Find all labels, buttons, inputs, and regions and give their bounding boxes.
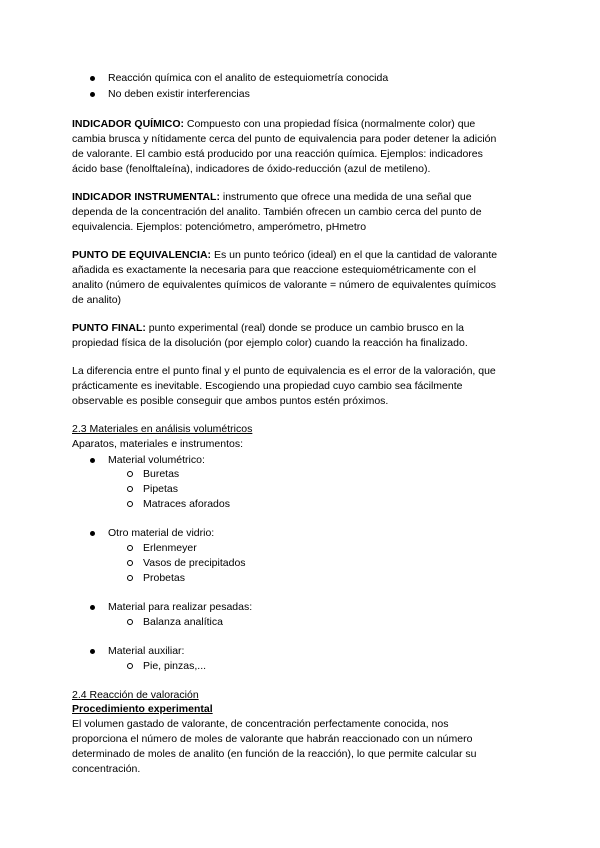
group-2-label: Otro material de vidrio: <box>108 527 215 539</box>
sub-bullet-marker <box>127 619 133 625</box>
section-24-line-2: proporciona el número de moles de valorante que habrán reaccionado con un número <box>72 733 473 745</box>
sub-bullet-marker <box>127 663 133 669</box>
section-23-intro: Aparatos, materiales e instrumentos: <box>72 438 243 450</box>
sub-bullet-marker <box>127 501 133 507</box>
sub-bullet-marker <box>127 486 133 492</box>
sub-bullet-marker <box>127 471 133 477</box>
indicador-quimico-line-3: de valorante. El cambio está producido por una reacción química. Ejemplos: indicadores <box>72 148 483 160</box>
bullet-marker <box>90 76 95 81</box>
punto-equivalencia-line-2: añadida es exactamente la necesaria para que reaccione estequiométricamente con el <box>72 264 476 276</box>
group-3-item-1: Balanza analítica <box>143 616 223 628</box>
diferencia-line-1: La diferencia entre el punto final y el punto de equivalencia es el error de la valoración, que <box>72 365 496 377</box>
punto-final-text: punto experimental (real) donde se produce un cambio brusco en la <box>145 322 464 334</box>
punto-equivalencia-text: Es un punto teórico (ideal) en el que la cantidad de valorante <box>211 249 498 261</box>
group-3-label: Material para realizar pesadas: <box>108 601 253 613</box>
sub-bullet-marker <box>127 545 133 551</box>
indicador-quimico-text: Compuesto con una propiedad física (normalmente color) que <box>184 118 476 130</box>
group-2-item-2: Vasos de precipitados <box>143 557 246 569</box>
indicador-instrumental-line-2: dependa de la concentración del analito. También ofrecen un cambio cerca del punto de <box>72 206 482 218</box>
bullet-marker <box>90 458 95 463</box>
group-1-item-3: Matraces aforados <box>143 498 230 510</box>
indicador-quimico-term: INDICADOR QUÍMICO: <box>72 118 184 130</box>
sub-bullet-marker <box>127 560 133 566</box>
indicador-instrumental-text: instrumento que ofrece una medida de una señal que <box>219 191 472 203</box>
group-4-label: Material auxiliar: <box>108 645 185 657</box>
bullet-marker <box>90 605 95 610</box>
punto-equivalencia-line-4: de analito) <box>72 294 122 306</box>
punto-equivalencia-line-3: analito (número de equivalentes químicos de valorante = número de equivalentes químicos <box>72 279 497 291</box>
indicador-quimico-line-2: cambia brusca y nítidamente cerca del punto de equivalencia para poder detener la adición <box>72 133 497 145</box>
bullet-marker <box>90 649 95 654</box>
top-bullet-1: Reacción química con el analito de estequiometría conocida <box>108 72 389 84</box>
punto-final-term: PUNTO FINAL: <box>72 322 146 334</box>
indicador-quimico-line-1 <box>72 117 475 132</box>
top-bullet-2: No deben existir interferencias <box>108 88 250 100</box>
section-24-line-3: determinado de moles de analito (en función de la reacción), lo que permite calcular su <box>72 748 477 760</box>
section-23-heading: 2.3 Materiales en análisis volumétricos <box>72 423 253 435</box>
group-1-item-1: Buretas <box>143 468 180 480</box>
indicador-quimico-line-4: ácido base (fenolftaleína), indicadores de óxido-reducción (azul de metileno). <box>72 163 431 175</box>
punto-final-line-2: propiedad física de la disolución (por ejemplo color) cuando la reacción ha finalizado. <box>72 337 468 349</box>
punto-final-line-1 <box>72 321 464 336</box>
group-1-label: Material volumétrico: <box>108 454 205 466</box>
diferencia-line-3: observable es posible conseguir que ambos puntos estén próximos. <box>72 395 389 407</box>
bullet-marker <box>90 92 95 97</box>
group-2-item-3: Probetas <box>143 572 186 584</box>
bullet-marker <box>90 531 95 536</box>
section-24-line-4: concentración. <box>72 763 141 775</box>
punto-equivalencia-term: PUNTO DE EQUIVALENCIA: <box>72 249 212 261</box>
group-1-item-2: Pipetas <box>143 483 179 495</box>
section-24-heading: 2.4 Reacción de valoración <box>72 689 199 701</box>
indicador-instrumental-line-1 <box>72 190 472 205</box>
indicador-instrumental-term: INDICADOR INSTRUMENTAL: <box>72 191 220 203</box>
punto-equivalencia-line-1 <box>72 248 497 263</box>
section-24-subheading: Procedimiento experimental <box>72 703 213 715</box>
indicador-instrumental-line-3: equivalencia. Ejemplos: potenciómetro, amperómetro, pHmetro <box>72 221 367 233</box>
section-24-line-1: El volumen gastado de valorante, de concentración perfectamente conocida, nos <box>72 718 449 730</box>
diferencia-line-2: prácticamente es inevitable. Escogiendo una propiedad cuyo cambio sea fácilmente <box>72 380 463 392</box>
group-2-item-1: Erlenmeyer <box>143 542 197 554</box>
sub-bullet-marker <box>127 575 133 581</box>
group-4-item-1: Pie, pinzas,... <box>143 660 207 672</box>
